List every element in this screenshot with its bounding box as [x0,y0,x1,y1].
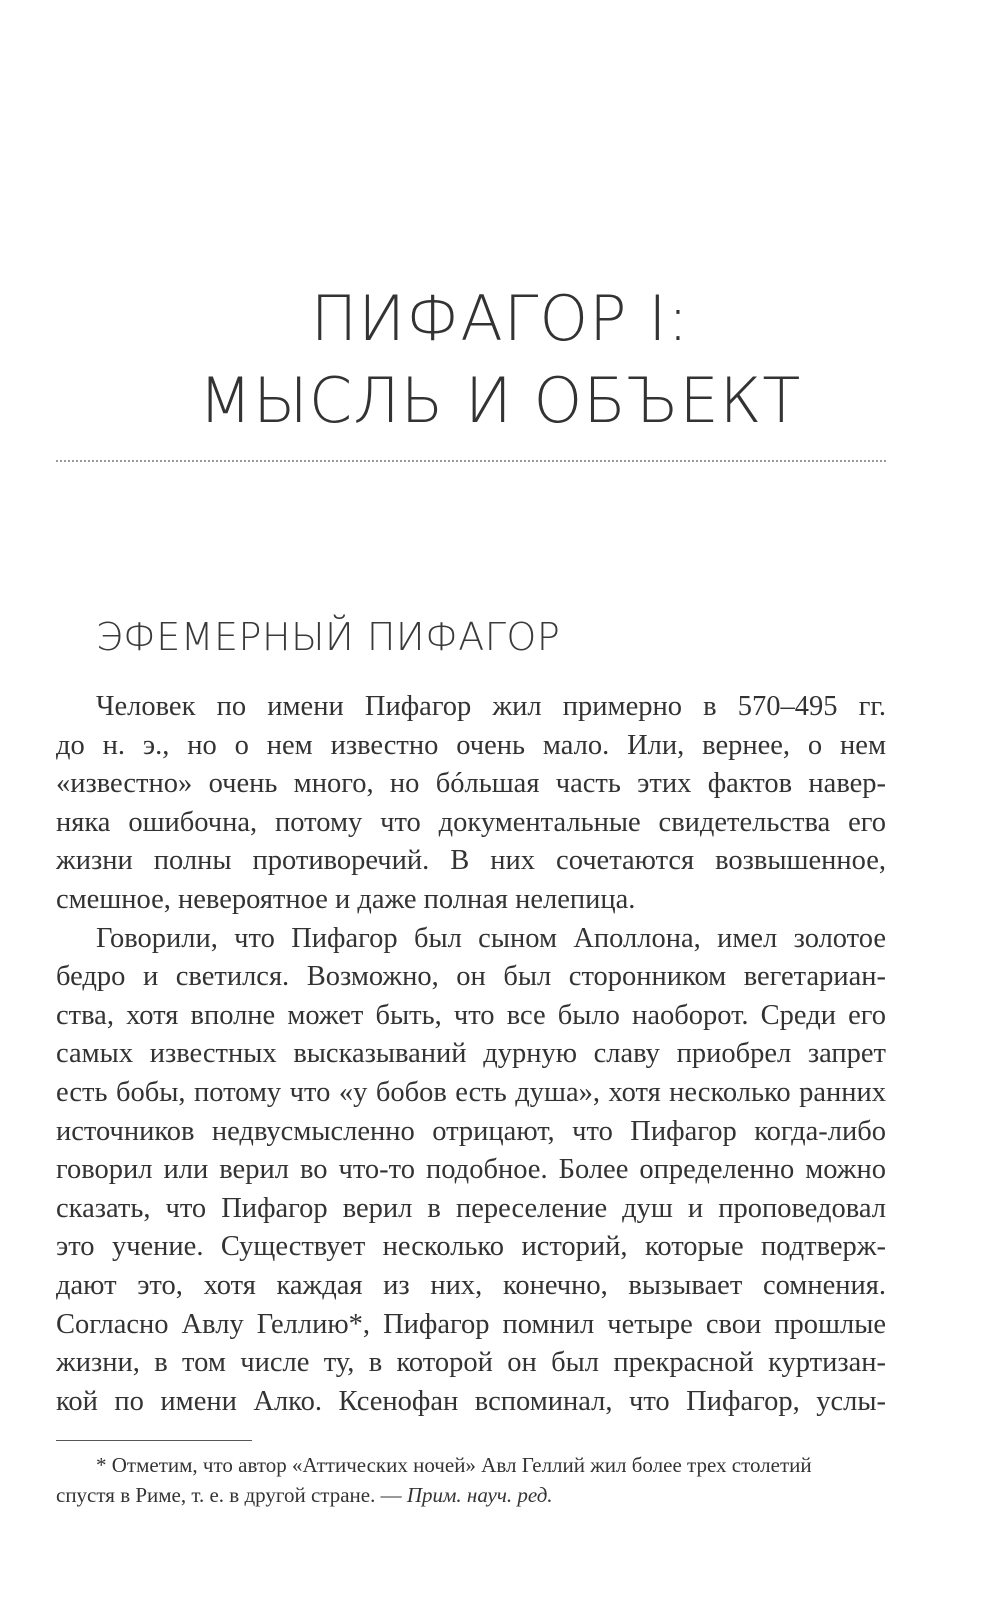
text-line: бедро и светился. Возможно, он был сторонником вегетариан- [56,961,886,993]
text-line: Согласно Авлу Геллию*, Пифагор помнил четыре свои прошлые [56,1308,886,1340]
text-line: источников недвусмысленно отрицают, что Пифагор когда-либо [56,1115,886,1147]
text-line: это учение. Существует несколько историй, которые подтверж- [56,1231,886,1263]
text-line: есть бобы, потому что «у бобов есть душа», хотя несколько ранних [56,1076,886,1108]
text-line: «известно» очень много, но бóльшая часть этих фактов навер- [56,768,886,800]
text-line: ства, хотя вполне может быть, что все было наоборот. Среди его [56,999,886,1031]
body-text [56,688,886,1421]
text-line: смешное, невероятное и даже полная нелепица. [56,883,636,915]
paragraph-1 [56,688,886,920]
text-line: сказать, что Пифагор верил в переселение душ и проповедовал [56,1192,886,1224]
footnote-line-1: * Отметим, что автор «Аттических ночей» Авл Геллий жил более трех столетий [96,1453,812,1477]
text-line: няка ошибочна, потому что документальные свидетельства его [56,806,886,838]
footnote-rule [56,1440,252,1441]
text-line: Человек по имени Пифагор жил примерно в 570–495 гг. [96,691,886,722]
text-line: кой по имени Алко. Ксенофан вспоминал, что Пифагор, услы- [56,1385,886,1417]
footnote [56,1450,886,1510]
footnote-attribution: Прим. науч. ред. [406,1483,553,1507]
text-line: дают это, хотя каждая из них, конечно, вызывает сомнения. [56,1269,886,1301]
dotted-divider [56,460,886,462]
section-heading: ЭФЕМЕРНЫЙ ПИФАГОР [96,615,561,659]
footnote-text: спустя в Риме, т. е. в другой стране. — [56,1483,407,1507]
text-line: жизни полны противоречий. В них сочетаются возвышенное, [56,845,886,877]
chapter-title-line-2: МЫСЛЬ И ОБЪЕКТ [198,364,802,437]
chapter-title-line-1: ПИФАГОР I: [310,282,690,355]
text-line: жизни, в том числе ту, в которой он был прекрасной куртизан- [56,1347,886,1379]
text-line: Говорили, что Пифагор был сыном Аполлона, имел золотое [96,922,886,954]
text-line: говорил или верил во что-то подобное. Более определенно можно [56,1154,886,1186]
paragraph-2 [56,920,886,1422]
text-line: самых известных высказываний дурную славу приобрел запрет [56,1038,886,1070]
chapter-title [60,278,940,442]
footnote-line-2 [56,1480,886,1510]
text-line: до н. э., но о нем известно очень мало. Или, вернее, о нем [56,729,886,761]
